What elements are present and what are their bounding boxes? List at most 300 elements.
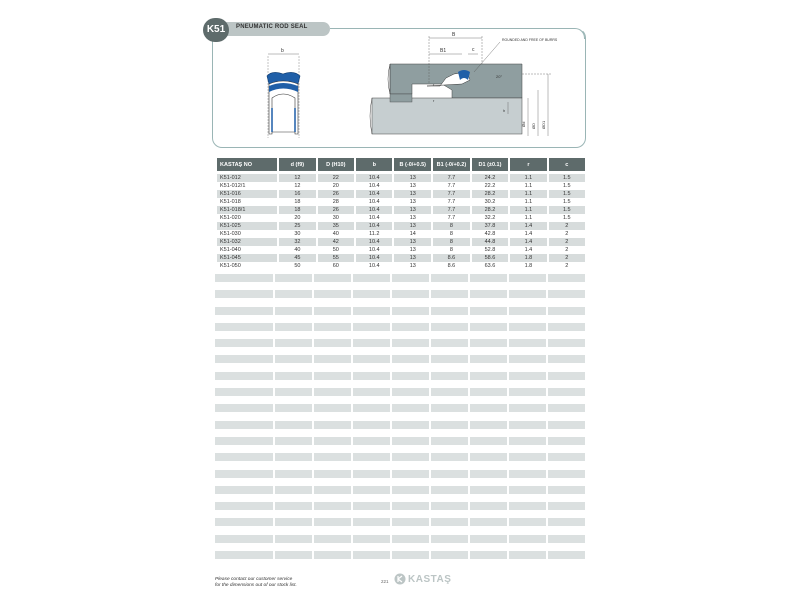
cell-value: 1.8 (524, 263, 533, 269)
cell-value: 63.6 (484, 263, 496, 269)
dim-h-label: h (503, 108, 506, 113)
empty-cell (470, 486, 507, 494)
cell-value: 52.8 (484, 247, 496, 253)
empty-cell (470, 290, 507, 298)
empty-cell (215, 307, 273, 315)
empty-cell (392, 355, 429, 363)
empty-cell (392, 274, 429, 282)
empty-cell (392, 404, 429, 412)
cell-value: 13 (409, 183, 416, 189)
cell-part-number: K51-050 (220, 263, 241, 269)
cell-value: 13 (409, 263, 416, 269)
dim-b-label: b (281, 48, 284, 54)
cell-value: 12 (294, 183, 301, 189)
empty-cell (548, 372, 585, 380)
cell-value: 28.2 (472, 206, 509, 214)
empty-cell (509, 470, 546, 478)
cell-value: 42.8 (484, 231, 496, 237)
empty-cell (353, 388, 390, 396)
table-row (217, 230, 585, 238)
empty-cell (215, 486, 273, 494)
cell-part-number: K51-012/1 (220, 183, 246, 189)
empty-cell (431, 388, 468, 396)
empty-cell (548, 404, 585, 412)
cell-value: 13 (394, 174, 431, 182)
dim-B1-label: B1 (440, 48, 447, 54)
empty-cell (470, 437, 507, 445)
page-number: 221 (381, 579, 389, 584)
empty-cell (548, 290, 585, 298)
empty-cell (548, 535, 585, 543)
empty-table-row (215, 388, 587, 396)
footer-note (215, 577, 297, 589)
empty-cell (353, 535, 390, 543)
empty-cell (275, 486, 312, 494)
cell-value: 30 (294, 231, 301, 237)
cell-value: 1.1 (524, 183, 533, 189)
cell-value: 1.1 (510, 190, 546, 198)
dim-r-label-2: r (433, 98, 435, 103)
dim-D1-label: ØD1 (541, 120, 546, 129)
empty-cell (470, 323, 507, 331)
empty-cell (470, 372, 507, 380)
empty-cell (314, 551, 351, 559)
angle-label: 20° (496, 74, 503, 79)
empty-cell (275, 518, 312, 526)
seal-drawing (212, 28, 584, 146)
cell-value: 10.4 (368, 199, 380, 205)
empty-cell (431, 437, 468, 445)
empty-cell (215, 355, 273, 363)
cell-value: 50 (294, 263, 301, 269)
empty-cell (548, 470, 585, 478)
col-header-D: D (H10) (318, 158, 354, 171)
empty-cell (353, 355, 390, 363)
footer-note-line1: Please contact our customer service (215, 577, 293, 582)
empty-table-row (215, 404, 587, 412)
kastas-logo (394, 573, 451, 585)
product-badge: K51 (203, 18, 229, 42)
empty-table-row (215, 307, 587, 315)
cell-value: 40 (294, 247, 301, 253)
empty-cell (215, 421, 273, 429)
empty-cell (275, 323, 312, 331)
empty-cell (275, 470, 312, 478)
col-header-D1: D1 (±0.1) (472, 158, 509, 171)
cell-value: 10.4 (368, 247, 380, 253)
empty-cell (353, 290, 390, 298)
empty-cell (353, 518, 390, 526)
cell-value: 10.4 (356, 190, 392, 198)
cell-value: 28 (332, 199, 339, 205)
cell-value: 1.5 (562, 215, 571, 221)
empty-cell (470, 518, 507, 526)
cell-value: 13 (409, 247, 416, 253)
empty-cell (431, 404, 468, 412)
col-header-kastas-no: KASTAŞ NO (217, 158, 277, 171)
empty-cell (314, 486, 351, 494)
empty-cell (470, 535, 507, 543)
empty-cell (392, 535, 429, 543)
empty-cell (314, 404, 351, 412)
empty-table-row (215, 355, 587, 363)
empty-cell (392, 339, 429, 347)
empty-cell (509, 437, 546, 445)
empty-cell (548, 518, 585, 526)
empty-cell (353, 307, 390, 315)
empty-cell (431, 535, 468, 543)
empty-cell (548, 421, 585, 429)
empty-cell (215, 518, 273, 526)
empty-cell (470, 470, 507, 478)
cell-value: 24.2 (472, 174, 509, 182)
empty-cell (314, 421, 351, 429)
dim-D-label: ØD (531, 123, 536, 129)
empty-cell (548, 274, 585, 282)
empty-cell (431, 518, 468, 526)
empty-cell (275, 355, 312, 363)
empty-cell (548, 502, 585, 510)
empty-cell (215, 290, 273, 298)
cell-value: 13 (409, 199, 416, 205)
empty-cell (314, 470, 351, 478)
empty-cell (275, 535, 312, 543)
cell-value: 7.7 (433, 190, 470, 198)
cell-value: 60 (332, 263, 339, 269)
empty-cell (509, 339, 546, 347)
cell-value: 8 (449, 247, 453, 253)
empty-cell (431, 372, 468, 380)
empty-cell (392, 470, 429, 478)
col-header-d: d (f9) (279, 158, 315, 171)
empty-cell (314, 307, 351, 315)
cell-value: 8 (433, 238, 470, 246)
empty-cell (314, 274, 351, 282)
cell-value: 32.2 (484, 215, 496, 221)
cell-value: 14 (409, 231, 416, 237)
cell-value: 1.5 (562, 183, 571, 189)
cell-value: 32 (279, 238, 315, 246)
empty-table-row (215, 453, 587, 461)
empty-cell (215, 388, 273, 396)
empty-cell (548, 551, 585, 559)
cell-value: 10.4 (356, 206, 392, 214)
cell-value: 1.4 (524, 231, 533, 237)
cell-value: 1.5 (549, 174, 585, 182)
empty-cell (275, 453, 312, 461)
empty-cell (431, 453, 468, 461)
table-row (217, 206, 585, 214)
dim-c-label: c (472, 47, 475, 53)
cell-value: 7.7 (447, 183, 456, 189)
empty-table-row (215, 323, 587, 331)
footer-note-line2: for the dimensions out of our stock list. (215, 583, 297, 588)
cell-value: 26 (318, 206, 354, 214)
empty-table-row (215, 274, 587, 282)
empty-cell (392, 551, 429, 559)
empty-table-row (215, 470, 587, 478)
cell-part-number: K51-025 (217, 222, 277, 230)
cell-part-number: K51-012 (217, 174, 277, 182)
cell-value: 1.4 (510, 222, 546, 230)
empty-cell (215, 502, 273, 510)
empty-table-row (215, 486, 587, 494)
empty-cell (470, 355, 507, 363)
cell-value: 37.8 (472, 222, 509, 230)
empty-cell (509, 307, 546, 315)
empty-cell (392, 453, 429, 461)
empty-cell (431, 307, 468, 315)
empty-cell (509, 355, 546, 363)
empty-cell (353, 551, 390, 559)
empty-table-row (215, 339, 587, 347)
empty-cell (431, 470, 468, 478)
empty-cell (275, 502, 312, 510)
empty-cell (392, 502, 429, 510)
empty-cell (275, 307, 312, 315)
empty-cell (215, 404, 273, 412)
empty-cell (431, 502, 468, 510)
empty-cell (353, 274, 390, 282)
col-header-c: c (549, 158, 585, 171)
empty-cell (431, 486, 468, 494)
cell-value: 1.1 (510, 174, 546, 182)
empty-cell (353, 323, 390, 331)
empty-cell (275, 437, 312, 445)
empty-cell (215, 372, 273, 380)
cell-value: 44.8 (472, 238, 509, 246)
empty-cell (275, 372, 312, 380)
empty-cell (353, 470, 390, 478)
empty-rows (215, 274, 587, 567)
empty-cell (215, 339, 273, 347)
empty-cell (509, 486, 546, 494)
cell-value: 11.2 (369, 231, 380, 237)
cell-value: 7.7 (447, 215, 456, 221)
empty-cell (470, 453, 507, 461)
cell-value: 13 (394, 206, 431, 214)
cell-value: 10.4 (356, 254, 392, 262)
cell-part-number: K51-045 (217, 254, 277, 262)
empty-cell (353, 421, 390, 429)
empty-table-row (215, 518, 587, 526)
empty-cell (392, 518, 429, 526)
cell-part-number: K51-018/1 (217, 206, 277, 214)
empty-cell (548, 355, 585, 363)
empty-cell (509, 518, 546, 526)
table-row (217, 246, 585, 254)
empty-cell (215, 551, 273, 559)
empty-cell (314, 355, 351, 363)
empty-cell (548, 307, 585, 315)
cell-value: 7.7 (433, 206, 470, 214)
empty-cell (509, 453, 546, 461)
empty-cell (470, 502, 507, 510)
cell-value: 10.4 (368, 215, 380, 221)
table-header-row (217, 158, 585, 171)
empty-cell (215, 323, 273, 331)
cell-value: 1.1 (524, 215, 533, 221)
cell-part-number: K51-018 (220, 199, 241, 205)
empty-cell (215, 470, 273, 478)
empty-cell (353, 437, 390, 445)
cell-value: 1.4 (524, 247, 533, 253)
cell-value: 13 (394, 190, 431, 198)
logo-icon (394, 573, 406, 585)
empty-cell (314, 388, 351, 396)
table-row (217, 222, 585, 230)
empty-cell (353, 502, 390, 510)
cell-value: 7.7 (433, 174, 470, 182)
table-row (217, 214, 585, 222)
empty-cell (509, 535, 546, 543)
empty-cell (509, 323, 546, 331)
cell-value: 20 (294, 215, 301, 221)
col-header-B1: B1 (-0/+0.2) (433, 158, 470, 171)
cell-value: 8 (449, 231, 453, 237)
empty-cell (314, 437, 351, 445)
empty-table-row (215, 290, 587, 298)
empty-cell (215, 274, 273, 282)
empty-cell (353, 453, 390, 461)
cell-value: 18 (294, 199, 301, 205)
cell-value: 20 (332, 183, 339, 189)
empty-cell (392, 290, 429, 298)
empty-cell (314, 323, 351, 331)
table-row (217, 182, 585, 190)
empty-cell (431, 274, 468, 282)
cell-value: 30.2 (484, 199, 496, 205)
empty-cell (470, 404, 507, 412)
cell-value: 25 (279, 222, 315, 230)
cell-value: 2 (549, 238, 585, 246)
empty-cell (470, 388, 507, 396)
empty-cell (431, 355, 468, 363)
empty-cell (275, 404, 312, 412)
cell-value: 8 (433, 222, 470, 230)
cell-value: 2 (565, 263, 569, 269)
cell-value: 1.1 (524, 199, 533, 205)
empty-cell (353, 339, 390, 347)
empty-cell (275, 339, 312, 347)
empty-cell (353, 372, 390, 380)
cell-part-number: K51-016 (217, 190, 277, 198)
cell-value: 13 (394, 222, 431, 230)
empty-cell (215, 437, 273, 445)
empty-cell (548, 437, 585, 445)
empty-cell (215, 535, 273, 543)
cell-value: 1.1 (510, 206, 546, 214)
cell-value: 7.7 (447, 199, 456, 205)
empty-cell (470, 551, 507, 559)
empty-cell (275, 388, 312, 396)
cell-value: 10.4 (356, 238, 392, 246)
dim-r-label: r (433, 82, 435, 87)
empty-cell (548, 486, 585, 494)
empty-cell (509, 388, 546, 396)
cell-value: 10.4 (368, 263, 380, 269)
empty-cell (275, 421, 312, 429)
page-title: PNEUMATIC ROD SEAL (236, 24, 308, 30)
empty-cell (392, 388, 429, 396)
cell-value: 8.6 (447, 263, 456, 269)
empty-cell (353, 486, 390, 494)
empty-cell (392, 421, 429, 429)
cell-value: 13 (409, 215, 416, 221)
cell-part-number: K51-030 (220, 231, 241, 237)
empty-cell (548, 339, 585, 347)
col-header-B: B (-0/+0.5) (394, 158, 431, 171)
table-row (217, 254, 585, 262)
empty-cell (509, 551, 546, 559)
empty-table-row (215, 372, 587, 380)
cell-value: 10.4 (368, 183, 380, 189)
cell-value: 55 (318, 254, 354, 262)
empty-cell (215, 453, 273, 461)
empty-cell (431, 421, 468, 429)
empty-cell (392, 437, 429, 445)
cell-value: 2 (565, 231, 569, 237)
cell-value: 10.4 (356, 222, 392, 230)
cell-value: 1.5 (549, 190, 585, 198)
table-row (217, 238, 585, 246)
empty-cell (470, 274, 507, 282)
logo-text: KASTAŞ (408, 573, 452, 585)
empty-cell (509, 290, 546, 298)
cell-value: 13 (394, 254, 431, 262)
empty-cell (314, 535, 351, 543)
cell-value: 28.2 (472, 190, 509, 198)
cell-value: 35 (318, 222, 354, 230)
cell-value: 42 (318, 238, 354, 246)
empty-table-row (215, 535, 587, 543)
empty-table-row (215, 551, 587, 559)
empty-cell (548, 453, 585, 461)
empty-cell (314, 518, 351, 526)
cell-value: 1.5 (549, 206, 585, 214)
cell-value: 58.6 (472, 254, 509, 262)
dimensions-table (215, 158, 587, 270)
empty-cell (314, 372, 351, 380)
empty-table-row (215, 421, 587, 429)
cell-value: 8.6 (433, 254, 470, 262)
cell-value: 26 (318, 190, 354, 198)
empty-cell (548, 323, 585, 331)
table-row (217, 262, 585, 270)
empty-cell (431, 290, 468, 298)
empty-cell (275, 551, 312, 559)
dim-d-label: Ød (521, 121, 526, 127)
empty-cell (392, 372, 429, 380)
empty-table-row (215, 502, 587, 510)
empty-cell (548, 388, 585, 396)
cell-value: 22 (318, 174, 354, 182)
empty-cell (392, 486, 429, 494)
cell-value: 12 (279, 174, 315, 182)
cell-value: 2 (565, 247, 569, 253)
empty-cell (509, 404, 546, 412)
cell-value: 1.4 (510, 238, 546, 246)
cell-value: 50 (332, 247, 339, 253)
empty-cell (470, 339, 507, 347)
cell-part-number: K51-040 (220, 247, 241, 253)
table-row (217, 174, 585, 182)
rounded-note: ROUNDED AND FREE OF BURRS (502, 38, 558, 42)
cell-value: 1.5 (562, 199, 571, 205)
empty-cell (275, 290, 312, 298)
empty-cell (509, 421, 546, 429)
empty-cell (275, 274, 312, 282)
